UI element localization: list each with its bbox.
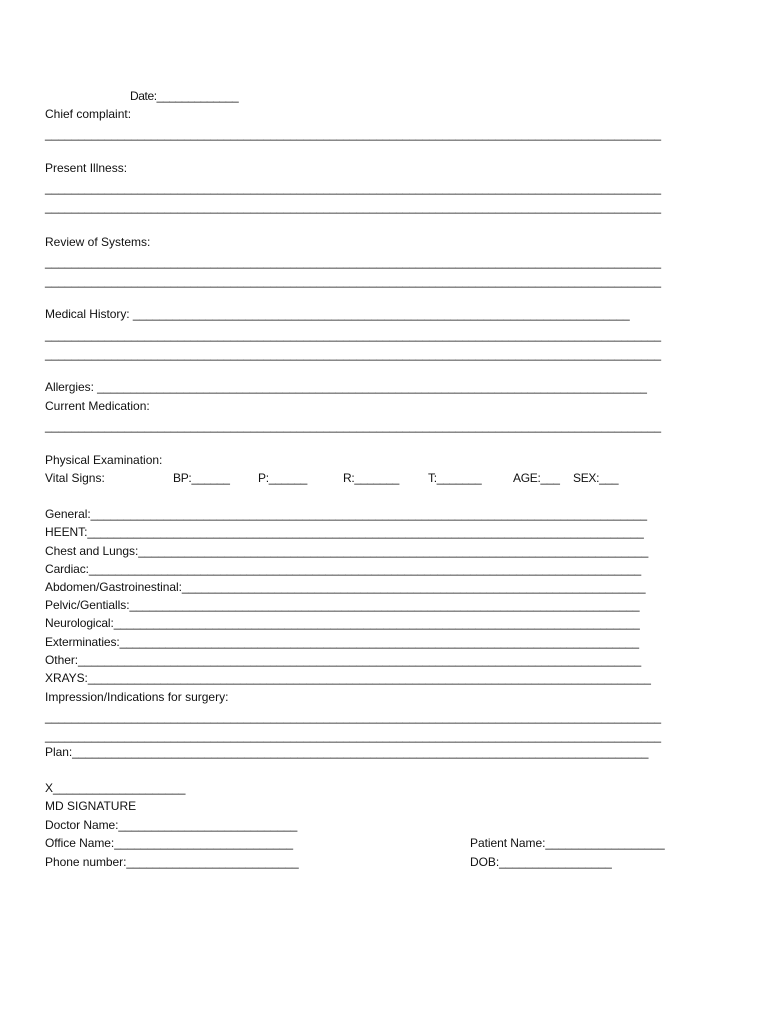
office-name-field[interactable]: Office Name:___________________________ [45, 836, 294, 850]
respiration-field[interactable]: R:_______ [343, 471, 400, 485]
general-field[interactable]: General:____________________________________________________________________________________ [45, 507, 648, 521]
xrays-field[interactable]: XRAYS:_____________________________________________________________________________________ [45, 671, 651, 685]
pulse-field[interactable]: P:______ [258, 471, 307, 485]
abdomen-field[interactable]: Abdomen/Gastroinestinal:______________________________________________________________________ [45, 580, 646, 594]
dob-field[interactable]: DOB:_________________ [470, 855, 612, 869]
chief-complaint-label: Chief complaint: [45, 107, 132, 121]
vital-signs-row [45, 471, 618, 485]
phone-number-field[interactable]: Phone number:__________________________ [45, 855, 299, 869]
cardiac-field[interactable]: Cardiac:____________________________________________________________________________________ [45, 562, 642, 576]
allergies-field[interactable]: Allergies: ___________________________________________________________________________________ [45, 380, 647, 394]
pelvic-field[interactable]: Pelvic/Gentialls:_____________________________________________________________________________ [45, 598, 640, 612]
impression-label: Impression/Indications for surgery: [45, 690, 229, 704]
signature-line[interactable]: X____________________ [45, 781, 186, 795]
impression-line-1[interactable]: _____________________________________________________________________________________________ [45, 710, 662, 724]
medical-history-field[interactable]: Medical History: ___________________________________________________________________________ [45, 307, 630, 321]
review-of-systems-line-2[interactable]: _____________________________________________________________________________________________ [45, 274, 662, 288]
bp-field[interactable]: BP:______ [173, 471, 230, 485]
chief-complaint-line-1[interactable]: _____________________________________________________________________________________________ [45, 127, 662, 141]
heent-field[interactable]: HEENT:____________________________________________________________________________________ [45, 525, 644, 539]
impression-line-2[interactable]: _____________________________________________________________________________________________ [45, 729, 662, 743]
sex-field[interactable]: SEX:___ [573, 471, 619, 485]
neurological-field[interactable]: Neurological:________________________________________________________________________________ [45, 616, 640, 630]
age-field[interactable]: AGE:___ [513, 471, 560, 485]
review-of-systems-line-1[interactable]: _____________________________________________________________________________________________ [45, 255, 662, 269]
date-field[interactable] [130, 89, 255, 103]
present-illness-label: Present Illness: [45, 161, 128, 175]
date-label: Date:_____________ [130, 89, 239, 103]
medical-history-line-2[interactable]: _____________________________________________________________________________________________ [45, 347, 662, 361]
doctor-name-field[interactable]: Doctor Name:___________________________ [45, 818, 298, 832]
review-of-systems-label: Review of Systems: [45, 235, 151, 249]
medical-history-line-1[interactable]: _____________________________________________________________________________________________ [45, 328, 662, 342]
exterminaties-field[interactable]: Exterminaties:_______________________________________________________________________________ [45, 635, 639, 649]
vital-signs-label: Vital Signs: [45, 471, 105, 485]
physical-examination-label: Physical Examination: [45, 453, 163, 467]
plan-field[interactable]: Plan:_______________________________________________________________________________________ [45, 745, 649, 759]
present-illness-line-1[interactable]: _____________________________________________________________________________________________ [45, 181, 662, 195]
chest-lungs-field[interactable]: Chest and Lungs:_____________________________________________________________________________ [45, 544, 649, 558]
present-illness-line-2[interactable]: _____________________________________________________________________________________________ [45, 200, 662, 214]
other-field[interactable]: Other:_____________________________________________________________________________________ [45, 653, 642, 667]
temperature-field[interactable]: T:_______ [428, 471, 482, 485]
md-signature-label: MD SIGNATURE [45, 799, 137, 813]
current-medication-line-1[interactable]: _____________________________________________________________________________________________ [45, 419, 662, 433]
patient-name-field[interactable]: Patient Name:__________________ [470, 836, 665, 850]
current-medication-label: Current Medication: [45, 399, 150, 413]
